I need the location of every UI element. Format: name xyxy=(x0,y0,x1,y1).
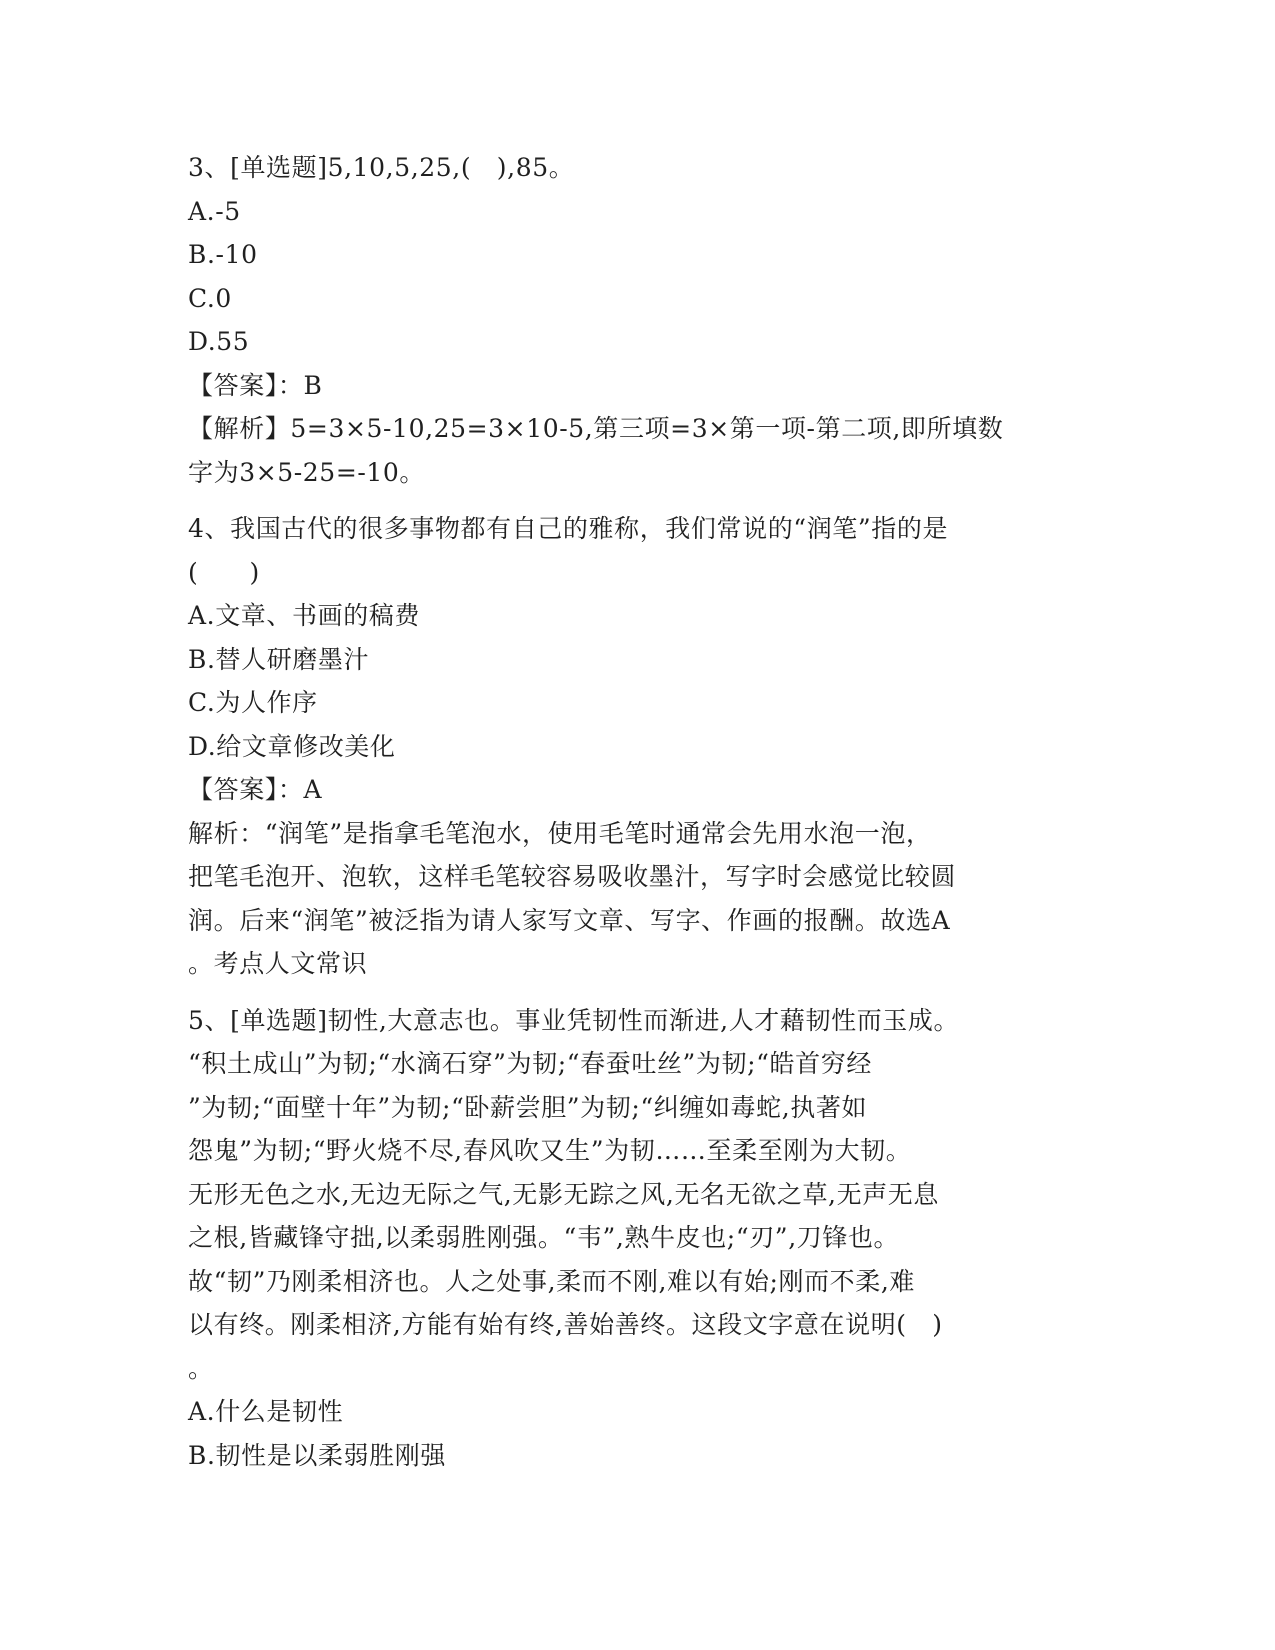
analysis-line: 润。后来“润笔”被泛指为请人家写文章、写字、作画的报酬。故选A xyxy=(188,905,951,935)
question-stem-line: 无形无色之水,无边无际之气,无影无踪之风,无名无欲之草,无声无息 xyxy=(188,1179,939,1209)
option-c: C.0 xyxy=(188,283,232,313)
question-stem-line: 4、我国古代的很多事物都有自己的雅称，我们常说的“润笔”指的是 xyxy=(188,514,949,543)
question-stem-line: 5、[单选题]韧性,大意志也。事业凭韧性而渐进,人才藉韧性而玉成。 xyxy=(188,1005,960,1035)
analysis-line: 字为3×5-25=-10。 xyxy=(188,457,426,487)
option-b: B.韧性是以柔弱胜刚强 xyxy=(188,1440,446,1470)
option-d: D.给文章修改美化 xyxy=(188,731,396,761)
question-stem-line: “积土成山”为韧;“水滴石穿”为韧;“春蚕吐丝”为韧;“皓首穷经 xyxy=(188,1049,872,1078)
question-stem-line: 以有终。刚柔相济,方能有始有终,善始善终。这段文字意在说明( ) xyxy=(188,1310,943,1339)
answer: 【答案】：A xyxy=(188,775,323,804)
question-stem: 3、[单选题]5,10,5,25,( ),85。 xyxy=(188,153,575,182)
option-b: B.替人研磨墨汁 xyxy=(188,644,370,674)
question-stem-line: 怨鬼”为韧;“野火烧不尽,春风吹又生”为韧……至柔至刚为大韧。 xyxy=(188,1136,912,1165)
question-stem-line: ”为韧;“面壁十年”为韧;“卧薪尝胆”为韧;“纠缠如毒蛇,执著如 xyxy=(188,1092,868,1122)
question-stem-line: 故“韧”乃刚柔相济也。人之处事,柔而不刚,难以有始;刚而不柔,难 xyxy=(188,1266,916,1296)
analysis-line: 解析：“润笔”是指拿毛笔泡水，使用毛笔时通常会先用水泡一泡， xyxy=(188,818,932,848)
option-b: B.-10 xyxy=(188,240,258,269)
question-5 xyxy=(188,999,1088,1478)
option-a: A.文章、书画的稿费 xyxy=(188,601,421,630)
answer: 【答案】：B xyxy=(188,370,323,400)
analysis-line: 【解析】5=3×5-10,25=3×10-5,第三项=3×第一项-第二项,即所填数 xyxy=(188,414,1004,443)
option-a: A.-5 xyxy=(188,196,241,226)
question-stem-line: 。 xyxy=(188,1353,214,1383)
question-3 xyxy=(188,146,1088,494)
option-d: D.55 xyxy=(188,327,250,356)
question-stem-line: ( ) xyxy=(188,557,260,587)
question-4 xyxy=(188,507,1088,986)
analysis-line: 。考点人文常识 xyxy=(188,949,368,978)
question-stem-line: 之根,皆藏锋守拙,以柔弱胜刚强。“韦”,熟牛皮也;“刃”,刀锋也。 xyxy=(188,1223,900,1252)
option-a: A.什么是韧性 xyxy=(188,1397,344,1426)
option-c: C.为人作序 xyxy=(188,688,318,717)
document-content xyxy=(188,146,1088,1477)
analysis-line: 把笔毛泡开、泡软，这样毛笔较容易吸收墨汁，写字时会感觉比较圆 xyxy=(188,862,957,891)
